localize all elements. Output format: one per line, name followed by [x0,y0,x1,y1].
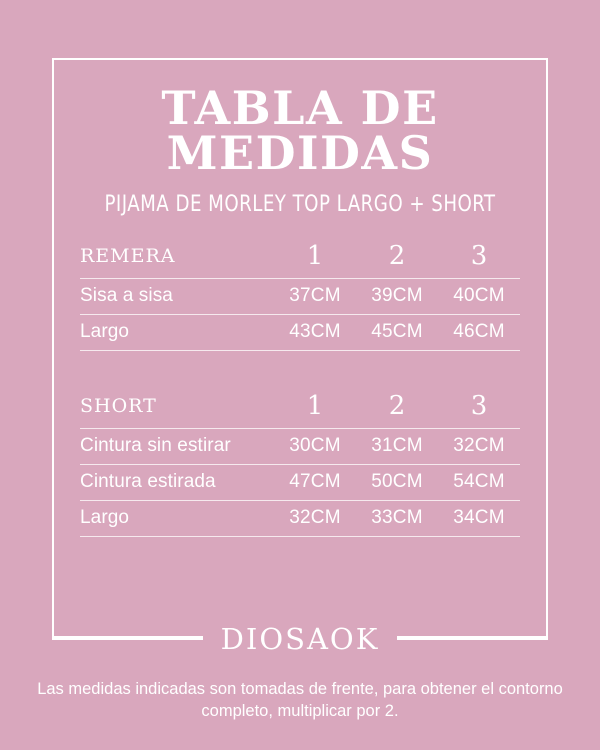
measure-label: Cintura sin estirar [80,429,274,465]
table-row [80,501,520,537]
size-column-header-1: 1 [274,385,356,429]
brand-row [52,612,548,666]
measurements-table-remera [80,235,520,351]
measure-value: 32CM [274,501,356,537]
table-section-label-short: SHORT [80,385,274,429]
measure-value: 46CM [438,315,520,351]
size-column-header-2: 2 [356,385,438,429]
measure-value: 33CM [356,501,438,537]
measure-value: 32CM [438,429,520,465]
page-title-line-1: TABLA DE [161,81,439,135]
page-subtitle: PIJAMA DE MORLEY TOP LARGO + SHORT [104,192,496,218]
measure-label: Cintura estirada [80,465,274,501]
table-row [80,279,520,315]
measure-value: 31CM [356,429,438,465]
measure-label: Sisa a sisa [80,279,274,315]
measure-value: 39CM [356,279,438,315]
table-row [80,315,520,351]
measure-value: 54CM [438,465,520,501]
brand-name: DIOSAOK [203,622,398,656]
measure-value: 50CM [356,465,438,501]
measurements-table-short [80,385,520,537]
size-column-header-2: 2 [356,235,438,279]
measure-value: 34CM [438,501,520,537]
footnote-text: Las medidas indicadas son tomadas de frente, para obtener el contorno completo, multiplicar por 2. [37,680,563,721]
table-row [80,465,520,501]
size-column-header-3: 3 [438,235,520,279]
size-column-header-1: 1 [274,235,356,279]
table-header-row [80,235,520,279]
measure-value: 47CM [274,465,356,501]
brand-divider-left [52,638,203,640]
measure-value: 43CM [274,315,356,351]
measure-value: 37CM [274,279,356,315]
measure-value: 45CM [356,315,438,351]
page-title-line-2: MEDIDAS [166,126,434,181]
table-header-row [80,385,520,429]
table-row [80,429,520,465]
measure-value: 30CM [274,429,356,465]
size-column-header-3: 3 [438,385,520,429]
measure-label: Largo [80,501,274,537]
page-title [80,81,520,181]
brand-divider-right [397,638,548,640]
table-section-label-remera: REMERA [80,235,274,279]
chart-content [52,58,548,638]
measure-label: Largo [80,315,274,351]
measure-value: 40CM [438,279,520,315]
